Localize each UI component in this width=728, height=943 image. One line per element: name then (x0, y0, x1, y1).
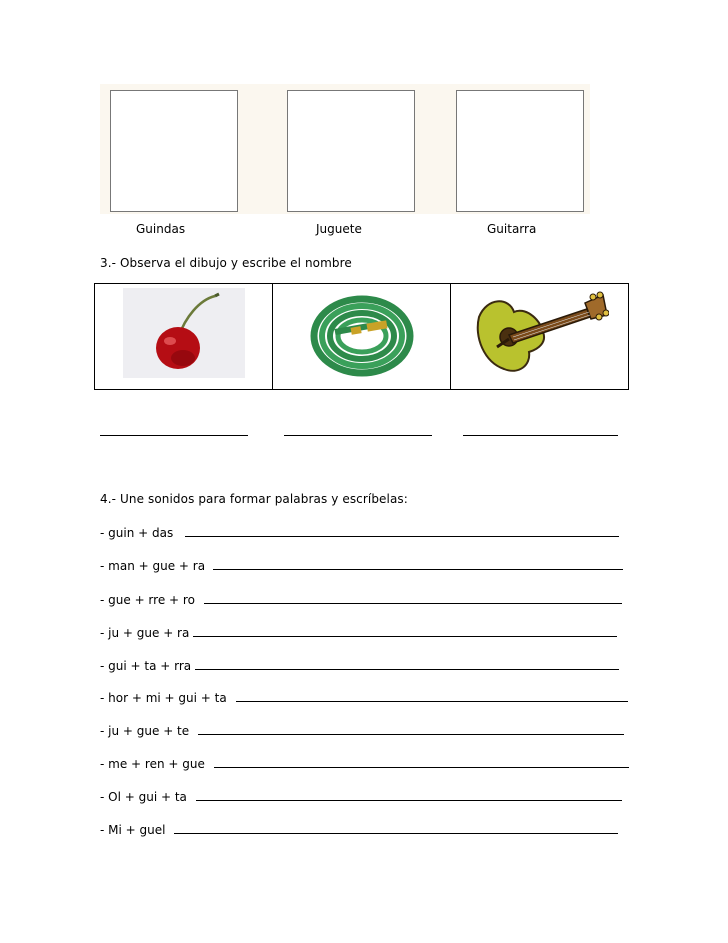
empty-picture-box-2 (287, 90, 415, 212)
exercise-text: - me + ren + gue (100, 757, 205, 771)
answer-blank[interactable] (196, 789, 622, 801)
answer-blank[interactable] (195, 658, 619, 670)
exercise-text: - gui + ta + rra (100, 659, 192, 673)
exercise-text: - gue + rre + ro (100, 593, 195, 607)
exercise-row (100, 592, 622, 607)
exercise-text: - ju + gue + te (100, 724, 190, 738)
exercise-row (100, 558, 623, 573)
answer-blank[interactable] (213, 558, 623, 570)
answer-line-1[interactable] (100, 434, 248, 436)
exercise-text: - Ol + gui + ta (100, 790, 187, 804)
picture-cell-cherry (95, 284, 273, 389)
exercise-row (100, 723, 624, 738)
answer-blank[interactable] (193, 625, 617, 637)
exercise-text: - hor + mi + gui + ta (100, 691, 227, 705)
empty-picture-box-1 (110, 90, 238, 212)
picture-cell-hose (273, 284, 451, 389)
caption-juguete: Juguete (316, 222, 362, 236)
picture-cell-guitar (451, 284, 628, 389)
answer-blank[interactable] (214, 756, 629, 768)
exercise-text: - ju + gue + ra (100, 626, 190, 640)
caption-guitarra: Guitarra (487, 222, 537, 236)
top-picture-strip (100, 84, 590, 214)
cherry-image (123, 288, 245, 378)
guitar-image (469, 287, 609, 382)
answer-blank[interactable] (204, 592, 622, 604)
answer-blank[interactable] (198, 723, 624, 735)
answer-blank[interactable] (174, 822, 618, 834)
exercise-text: - Mi + guel (100, 823, 166, 837)
picture-table (94, 283, 629, 390)
exercise-text: - man + gue + ra (100, 559, 206, 573)
exercise-row (100, 658, 619, 673)
empty-picture-box-3 (456, 90, 584, 212)
exercise-row (100, 625, 617, 640)
answer-blank[interactable] (185, 525, 619, 537)
caption-guindas: Guindas (136, 222, 186, 236)
answer-line-2[interactable] (284, 434, 432, 436)
exercise-row (100, 822, 618, 837)
section-4-title: 4.- Une sonidos para formar palabras y escríbelas: (100, 492, 408, 506)
exercise-row (100, 690, 628, 705)
exercise-text: - guin + das (100, 526, 174, 540)
section-3-title: 3.- Observa el dibujo y escribe el nombre (100, 256, 352, 270)
answer-line-3[interactable] (463, 434, 618, 436)
exercise-row (100, 525, 619, 540)
garden-hose-image (307, 288, 417, 383)
exercise-row (100, 756, 629, 771)
answer-blank[interactable] (236, 690, 628, 702)
exercise-row (100, 789, 622, 804)
